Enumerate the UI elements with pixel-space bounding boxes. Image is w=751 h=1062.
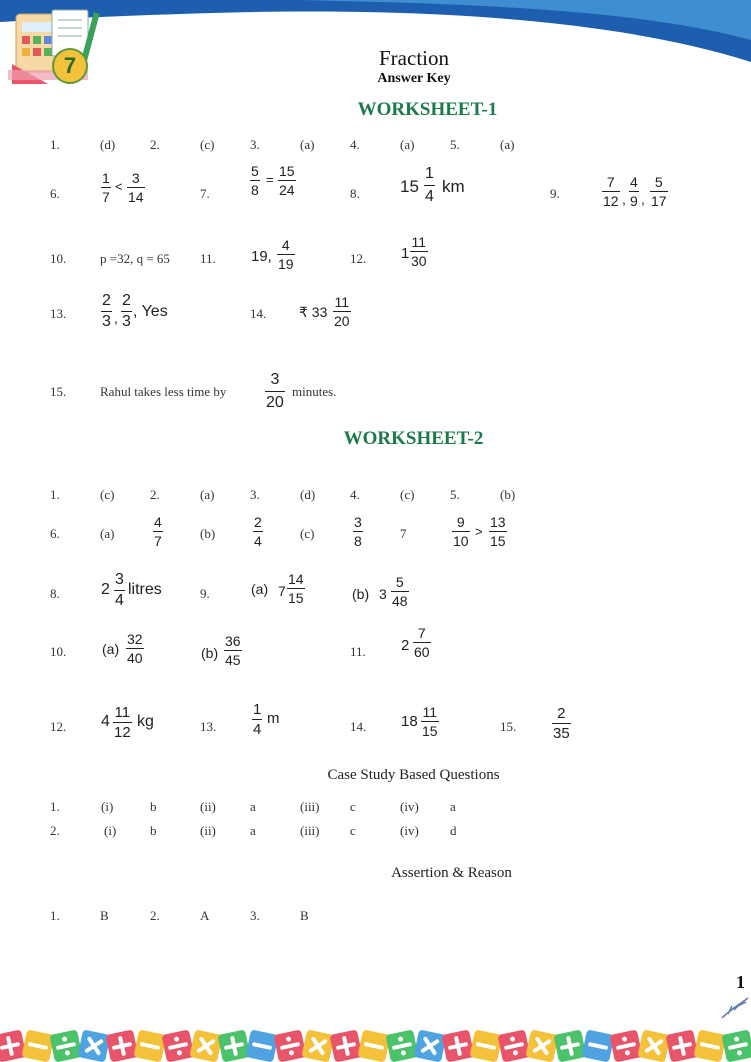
question-number: 15. xyxy=(50,384,67,399)
mixed-whole: 3 xyxy=(379,586,387,602)
question-number: 2. xyxy=(150,908,160,923)
question-number: 1. xyxy=(50,908,60,923)
question-number: 5. xyxy=(450,487,460,502)
times-tile-icon xyxy=(525,1029,558,1062)
fraction: $\frac{2}{3}$ xyxy=(102,292,111,330)
math-symbols-footer-band xyxy=(0,1026,751,1062)
fraction: $\frac{2}{35}$ xyxy=(553,705,570,742)
question-number: 14. xyxy=(250,306,267,321)
answer-option: a xyxy=(250,799,256,814)
comparison-symbol: < xyxy=(115,179,123,194)
fraction: $\frac{2}{4}$ xyxy=(254,514,262,549)
times-tile-icon xyxy=(301,1029,334,1062)
answer-option: (c) xyxy=(400,487,415,502)
minus-tile-icon xyxy=(693,1029,726,1062)
minus-tile-icon xyxy=(357,1029,390,1062)
answer-text: minutes. xyxy=(292,384,337,399)
answer-option: c xyxy=(350,799,356,814)
answer-option: B xyxy=(100,908,109,923)
answer-option: (a) xyxy=(300,137,315,152)
mixed-whole: 18 xyxy=(401,713,418,730)
fraction: $\frac{3}{8}$ xyxy=(354,514,362,549)
times-tile-icon xyxy=(189,1029,222,1062)
unit-label: m xyxy=(267,710,280,727)
sub-part-label: (b) xyxy=(200,526,216,541)
question-number: 12. xyxy=(50,719,67,734)
unit-label: litres xyxy=(128,581,162,598)
fraction: $\frac{1}{4}$ xyxy=(425,165,434,205)
fraction: $\frac{4}{9}$ xyxy=(630,174,638,209)
answer-option: (c) xyxy=(100,487,115,502)
grade-number: 7 xyxy=(63,53,77,78)
answer-text: Rahul takes less time by xyxy=(100,384,227,399)
unit-label: kg xyxy=(137,713,154,730)
question-number: 11. xyxy=(200,251,216,266)
separator: , xyxy=(641,191,645,207)
plus-tile-icon xyxy=(329,1029,362,1062)
question-number: 1. xyxy=(50,799,60,814)
question-number: 10. xyxy=(50,251,67,266)
plus-tile-icon xyxy=(105,1029,138,1062)
question-number: 7 xyxy=(400,526,407,541)
equals-symbol: = xyxy=(266,172,274,187)
fraction: $\frac{11}{30}$ xyxy=(411,234,427,269)
sub-part-label: (iii) xyxy=(300,799,320,814)
answer-option: b xyxy=(150,823,157,838)
answer-option: (a) xyxy=(200,487,215,502)
worksheet-2-heading: WORKSHEET-2 xyxy=(343,428,484,449)
minus-tile-icon xyxy=(469,1029,502,1062)
question-number: 15. xyxy=(500,719,517,734)
page-title: Fraction xyxy=(379,46,449,70)
divide-tile-icon xyxy=(161,1029,194,1062)
fraction: $\frac{15}{24}$ xyxy=(279,163,295,198)
answer-option: B xyxy=(300,908,309,923)
question-number: 8. xyxy=(50,586,60,601)
sub-part-label: (iv) xyxy=(400,799,419,814)
question-number: 2. xyxy=(150,137,160,152)
question-number: 9. xyxy=(200,586,210,601)
plus-tile-icon xyxy=(665,1029,698,1062)
answer-suffix: , Yes xyxy=(133,303,168,320)
sub-part-label: (i) xyxy=(101,799,114,814)
sub-part-label: (a) xyxy=(100,526,115,541)
sub-part-label: (ii) xyxy=(200,823,216,838)
fraction: $\frac{5}{48}$ xyxy=(392,574,408,609)
sub-part-label: (c) xyxy=(300,526,315,541)
plus-tile-icon xyxy=(217,1029,250,1062)
fraction: $\frac{11}{20}$ xyxy=(334,294,350,329)
unit-label: km xyxy=(442,177,465,196)
answer-option: (d) xyxy=(300,487,316,502)
minus-tile-icon xyxy=(21,1029,54,1062)
answer-option: (a) xyxy=(400,137,415,152)
fraction: $\frac{1}{4}$ xyxy=(253,701,262,738)
fraction: $\frac{5}{8}$ xyxy=(251,163,259,198)
answer-option: (a) xyxy=(500,137,515,152)
fraction: $\frac{3}{4}$ xyxy=(115,571,124,609)
divide-tile-icon xyxy=(273,1029,306,1062)
mixed-whole: 15 xyxy=(400,177,419,196)
mixed-whole: 2 xyxy=(101,581,110,598)
divide-tile-icon xyxy=(609,1029,642,1062)
worksheet-1-heading: WORKSHEET-1 xyxy=(357,99,498,120)
sub-part-label: (iv) xyxy=(400,823,419,838)
times-tile-icon xyxy=(637,1029,670,1062)
page-subtitle: Answer Key xyxy=(377,71,451,86)
currency-amount: ₹ 33 xyxy=(299,304,328,320)
question-number: 5. xyxy=(450,137,460,152)
question-number: 3. xyxy=(250,137,260,152)
question-number: 4. xyxy=(350,137,360,152)
question-number: 12. xyxy=(350,251,367,266)
question-number: 13. xyxy=(50,306,67,321)
divide-tile-icon xyxy=(497,1029,530,1062)
fraction: $\frac{13}{15}$ xyxy=(490,514,506,549)
mixed-whole: 2 xyxy=(401,637,410,654)
sub-part-label: (a) xyxy=(102,641,120,657)
comparison-symbol: > xyxy=(475,524,483,539)
plus-tile-icon xyxy=(441,1029,474,1062)
fraction: $\frac{7}{12}$ xyxy=(603,174,619,209)
sub-part-label: (ii) xyxy=(200,799,216,814)
divide-tile-icon xyxy=(721,1029,751,1062)
answer-option: d xyxy=(450,823,457,838)
answer-option: (d) xyxy=(100,137,116,152)
fraction: $\frac{1}{7}$ xyxy=(102,170,110,205)
question-number: 9. xyxy=(550,186,560,201)
question-number: 3. xyxy=(250,908,260,923)
fraction: $\frac{14}{15}$ xyxy=(288,571,304,606)
mixed-whole: 7 xyxy=(278,583,286,599)
question-number: 4. xyxy=(350,487,360,502)
leaf-decoration-icon xyxy=(720,996,750,1022)
question-number: 14. xyxy=(350,719,367,734)
question-number: 6. xyxy=(50,186,60,201)
case-study-heading: Case Study Based Questions xyxy=(327,767,500,783)
fraction: $\frac{32}{40}$ xyxy=(127,631,143,666)
answer-option: A xyxy=(200,908,210,923)
question-number: 1. xyxy=(50,487,60,502)
question-number: 6. xyxy=(50,526,60,541)
answer-option: a xyxy=(250,823,256,838)
question-number: 13. xyxy=(200,719,217,734)
fraction: $\frac{5}{17}$ xyxy=(651,174,667,209)
answer-option: c xyxy=(350,823,356,838)
sub-part-label: (b) xyxy=(352,586,370,602)
fraction: $\frac{3}{14}$ xyxy=(128,170,144,205)
question-number: 7. xyxy=(200,186,210,201)
question-number: 8. xyxy=(350,186,360,201)
sub-part-label: (b) xyxy=(201,645,219,661)
divide-tile-icon xyxy=(385,1029,418,1062)
page-number: 1 xyxy=(736,972,745,992)
sub-part-label: (a) xyxy=(251,581,269,597)
fraction: $\frac{3}{20}$ xyxy=(266,371,284,411)
question-number: 2. xyxy=(150,487,160,502)
answer-prefix: 19, xyxy=(251,248,272,265)
fraction: $\frac{4}{19}$ xyxy=(278,237,294,272)
question-number: 11. xyxy=(350,644,366,659)
answer-text: p =32, q = 65 xyxy=(100,251,170,266)
separator: , xyxy=(114,310,118,326)
plus-tile-icon xyxy=(553,1029,586,1062)
question-number: 10. xyxy=(50,644,67,659)
fraction: $\frac{9}{10}$ xyxy=(453,514,469,549)
mixed-whole: 1 xyxy=(401,245,410,262)
minus-tile-icon xyxy=(133,1029,166,1062)
minus-tile-icon xyxy=(581,1029,614,1062)
question-number: 1. xyxy=(50,137,60,152)
assertion-heading: Assertion & Reason xyxy=(391,865,512,881)
answer-option: (b) xyxy=(500,487,516,502)
divide-tile-icon xyxy=(49,1029,82,1062)
plus-tile-icon xyxy=(0,1029,27,1062)
mixed-whole: 4 xyxy=(101,713,110,730)
question-number: 3. xyxy=(250,487,260,502)
answer-option: b xyxy=(150,799,157,814)
question-number: 2. xyxy=(50,823,60,838)
sub-part-label: (i) xyxy=(104,823,117,838)
fraction: $\frac{7}{60}$ xyxy=(414,625,430,660)
answer-option: (c) xyxy=(200,137,215,152)
fraction: $\frac{11}{12}$ xyxy=(114,704,131,741)
separator: , xyxy=(622,191,626,207)
fraction: $\frac{36}{45}$ xyxy=(225,633,241,668)
sub-part-label: (iii) xyxy=(300,823,320,838)
times-tile-icon xyxy=(413,1029,446,1062)
fraction: $\frac{2}{3}$ xyxy=(122,292,131,330)
minus-tile-icon xyxy=(245,1029,278,1062)
fraction: $\frac{4}{7}$ xyxy=(154,514,162,549)
fraction: $\frac{11}{15}$ xyxy=(422,704,438,739)
answer-option: a xyxy=(450,799,456,814)
times-tile-icon xyxy=(77,1029,110,1062)
